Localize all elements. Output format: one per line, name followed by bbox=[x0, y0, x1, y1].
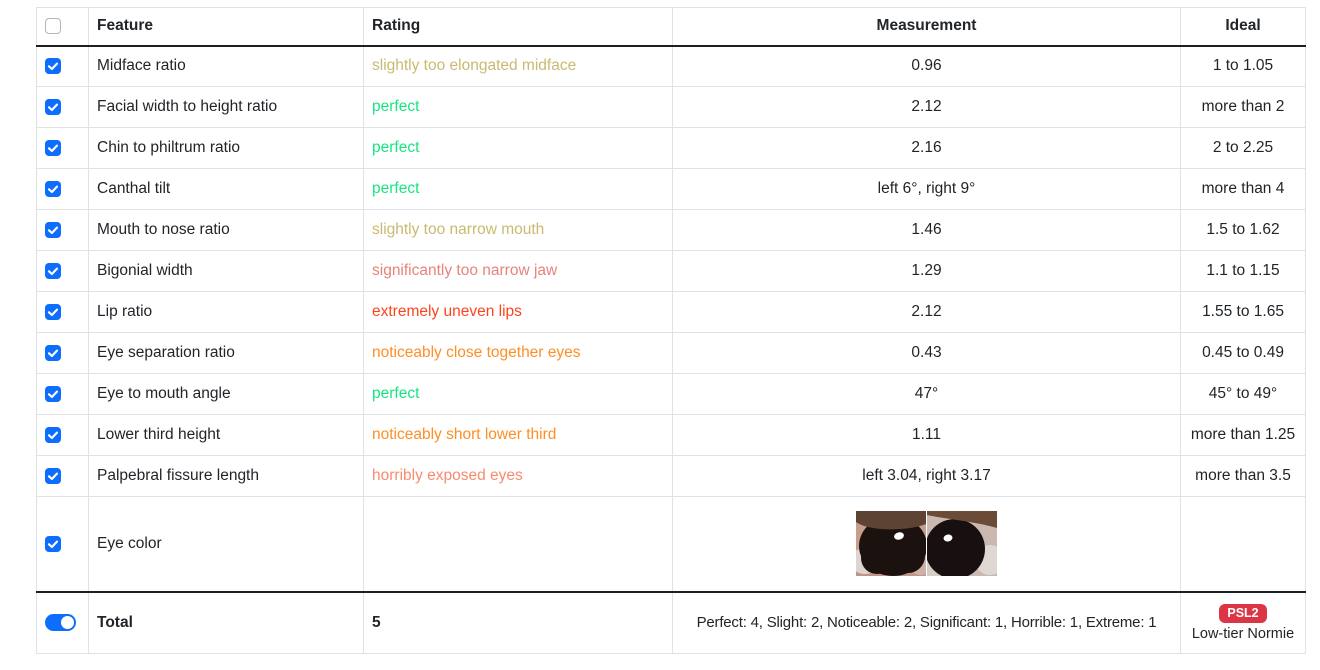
check-icon bbox=[45, 58, 61, 74]
feature-name: Bigonial width bbox=[89, 251, 364, 292]
measurement-value: 2.12 bbox=[911, 98, 942, 115]
row-checkbox[interactable] bbox=[45, 181, 61, 197]
feature-name: Lower third height bbox=[89, 415, 364, 456]
feature-name: Chin to philtrum ratio bbox=[89, 128, 364, 169]
measurement-value: left 3.04, right 3.17 bbox=[862, 467, 991, 484]
rating-text: slightly too elongated midface bbox=[372, 57, 577, 75]
rating-text: perfect bbox=[372, 139, 420, 156]
check-icon bbox=[45, 304, 61, 320]
check-icon bbox=[45, 345, 61, 361]
rating-text: significantly too narrow jaw bbox=[372, 262, 558, 279]
ideal-value: 0.45 to 0.49 bbox=[1181, 333, 1306, 374]
feature-name: Mouth to nose ratio bbox=[89, 210, 364, 251]
table-row bbox=[37, 415, 1306, 456]
check-icon bbox=[45, 427, 61, 443]
measurement-value: 1.11 bbox=[911, 426, 942, 443]
row-checkbox-cell bbox=[37, 46, 89, 87]
ideal-value: more than 1.25 bbox=[1181, 415, 1306, 456]
row-checkbox-cell bbox=[37, 456, 89, 497]
table-row bbox=[37, 333, 1306, 374]
row-checkbox[interactable] bbox=[45, 304, 61, 320]
table-row bbox=[37, 169, 1306, 210]
header-rating: Rating bbox=[364, 8, 673, 46]
row-checkbox-cell bbox=[37, 251, 89, 292]
row-checkbox[interactable] bbox=[45, 140, 61, 156]
measurement-value: 0.96 bbox=[911, 57, 942, 75]
check-icon bbox=[45, 386, 61, 402]
total-label: Total bbox=[89, 592, 364, 654]
rating-text: perfect bbox=[372, 385, 420, 402]
row-checkbox[interactable] bbox=[45, 58, 61, 74]
row-checkbox-cell bbox=[37, 128, 89, 169]
row-checkbox[interactable] bbox=[45, 427, 61, 443]
ideal-value: 1.5 to 1.62 bbox=[1181, 210, 1306, 251]
check-icon bbox=[45, 140, 61, 156]
feature-name: Lip ratio bbox=[89, 292, 364, 333]
tier-label: Low-tier Normie bbox=[1191, 626, 1295, 642]
row-checkbox-cell bbox=[37, 497, 89, 592]
row-checkbox[interactable] bbox=[45, 468, 61, 484]
row-checkbox[interactable] bbox=[45, 345, 61, 361]
table-body bbox=[37, 46, 1306, 592]
feature-name: Eye separation ratio bbox=[89, 333, 364, 374]
table-footer bbox=[37, 592, 1306, 654]
measurement-value: 1.29 bbox=[911, 262, 942, 279]
total-row bbox=[37, 592, 1306, 654]
row-checkbox-cell bbox=[37, 415, 89, 456]
check-icon bbox=[45, 181, 61, 197]
feature-name: Eye color bbox=[89, 497, 364, 592]
row-checkbox-cell bbox=[37, 169, 89, 210]
psl-score-badge: PSL2 bbox=[1219, 604, 1266, 624]
header-checkbox-cell bbox=[37, 8, 89, 46]
left-eye-image bbox=[856, 511, 926, 576]
measurement-value: 47° bbox=[914, 385, 939, 402]
ideal-value bbox=[1181, 497, 1306, 592]
header-feature: Feature bbox=[89, 8, 364, 46]
table-row bbox=[37, 292, 1306, 333]
rating-text: perfect bbox=[372, 180, 420, 197]
ideal-value: 45° to 49° bbox=[1181, 374, 1306, 415]
table-row bbox=[37, 251, 1306, 292]
row-checkbox[interactable] bbox=[45, 222, 61, 238]
table-row bbox=[37, 87, 1306, 128]
eye-color-images bbox=[681, 511, 1172, 576]
table-row bbox=[37, 456, 1306, 497]
table-row bbox=[37, 46, 1306, 87]
row-checkbox-cell bbox=[37, 87, 89, 128]
row-checkbox[interactable] bbox=[45, 536, 61, 552]
rating-text: perfect bbox=[372, 98, 420, 115]
toggle-knob-icon bbox=[61, 616, 74, 629]
check-icon bbox=[45, 468, 61, 484]
table-row bbox=[37, 128, 1306, 169]
header-ideal: Ideal bbox=[1181, 8, 1306, 46]
select-all-checkbox[interactable] bbox=[45, 18, 61, 34]
ideal-value: more than 4 bbox=[1181, 169, 1306, 210]
rating-text: noticeably short lower third bbox=[372, 426, 557, 443]
feature-rating-table bbox=[36, 7, 1306, 654]
row-checkbox[interactable] bbox=[45, 263, 61, 279]
header-measurement: Measurement bbox=[673, 8, 1181, 46]
check-icon bbox=[45, 222, 61, 238]
total-summary: Perfect: 4, Slight: 2, Noticeable: 2, Significant: 1, Horrible: 1, Extreme: 1 bbox=[673, 592, 1181, 654]
measurement-value: 2.16 bbox=[911, 139, 942, 156]
rating-text: extremely uneven lips bbox=[372, 303, 522, 320]
rating-text: noticeably close together eyes bbox=[372, 344, 581, 361]
table-row bbox=[37, 374, 1306, 415]
total-toggle-cell bbox=[37, 592, 89, 654]
feature-name: Eye to mouth angle bbox=[89, 374, 364, 415]
ideal-value: 1 to 1.05 bbox=[1181, 46, 1306, 87]
table-row bbox=[37, 210, 1306, 251]
rating-text: horribly exposed eyes bbox=[372, 467, 523, 484]
header-row bbox=[37, 8, 1306, 46]
row-checkbox-cell bbox=[37, 210, 89, 251]
total-score: 5 bbox=[364, 592, 673, 654]
feature-rating-table-container bbox=[36, 7, 1305, 654]
row-checkbox[interactable] bbox=[45, 99, 61, 115]
table-header bbox=[37, 8, 1306, 46]
table-row bbox=[37, 497, 1306, 592]
row-checkbox-cell bbox=[37, 333, 89, 374]
feature-name: Midface ratio bbox=[89, 46, 364, 87]
ideal-value: more than 3.5 bbox=[1181, 456, 1306, 497]
feature-name: Canthal tilt bbox=[89, 169, 364, 210]
feature-name: Palpebral fissure length bbox=[89, 456, 364, 497]
ideal-value: 2 to 2.25 bbox=[1181, 128, 1306, 169]
check-icon bbox=[45, 536, 61, 552]
row-checkbox-cell bbox=[37, 292, 89, 333]
ideal-value: 1.55 to 1.65 bbox=[1181, 292, 1306, 333]
total-toggle-switch[interactable] bbox=[45, 614, 76, 631]
measurement-value: 2.12 bbox=[911, 303, 942, 320]
ideal-value: 1.1 to 1.15 bbox=[1181, 251, 1306, 292]
measurement-value: 1.46 bbox=[911, 221, 942, 238]
row-checkbox-cell bbox=[37, 374, 89, 415]
measurement-value: 0.43 bbox=[911, 344, 942, 361]
ideal-value: more than 2 bbox=[1181, 87, 1306, 128]
feature-name: Facial width to height ratio bbox=[89, 87, 364, 128]
check-icon bbox=[45, 263, 61, 279]
check-icon bbox=[45, 99, 61, 115]
right-eye-image bbox=[927, 511, 997, 576]
row-checkbox[interactable] bbox=[45, 386, 61, 402]
measurement-value: left 6°, right 9° bbox=[877, 180, 976, 197]
total-tier-cell bbox=[1181, 592, 1306, 654]
rating-text: slightly too narrow mouth bbox=[372, 221, 545, 238]
